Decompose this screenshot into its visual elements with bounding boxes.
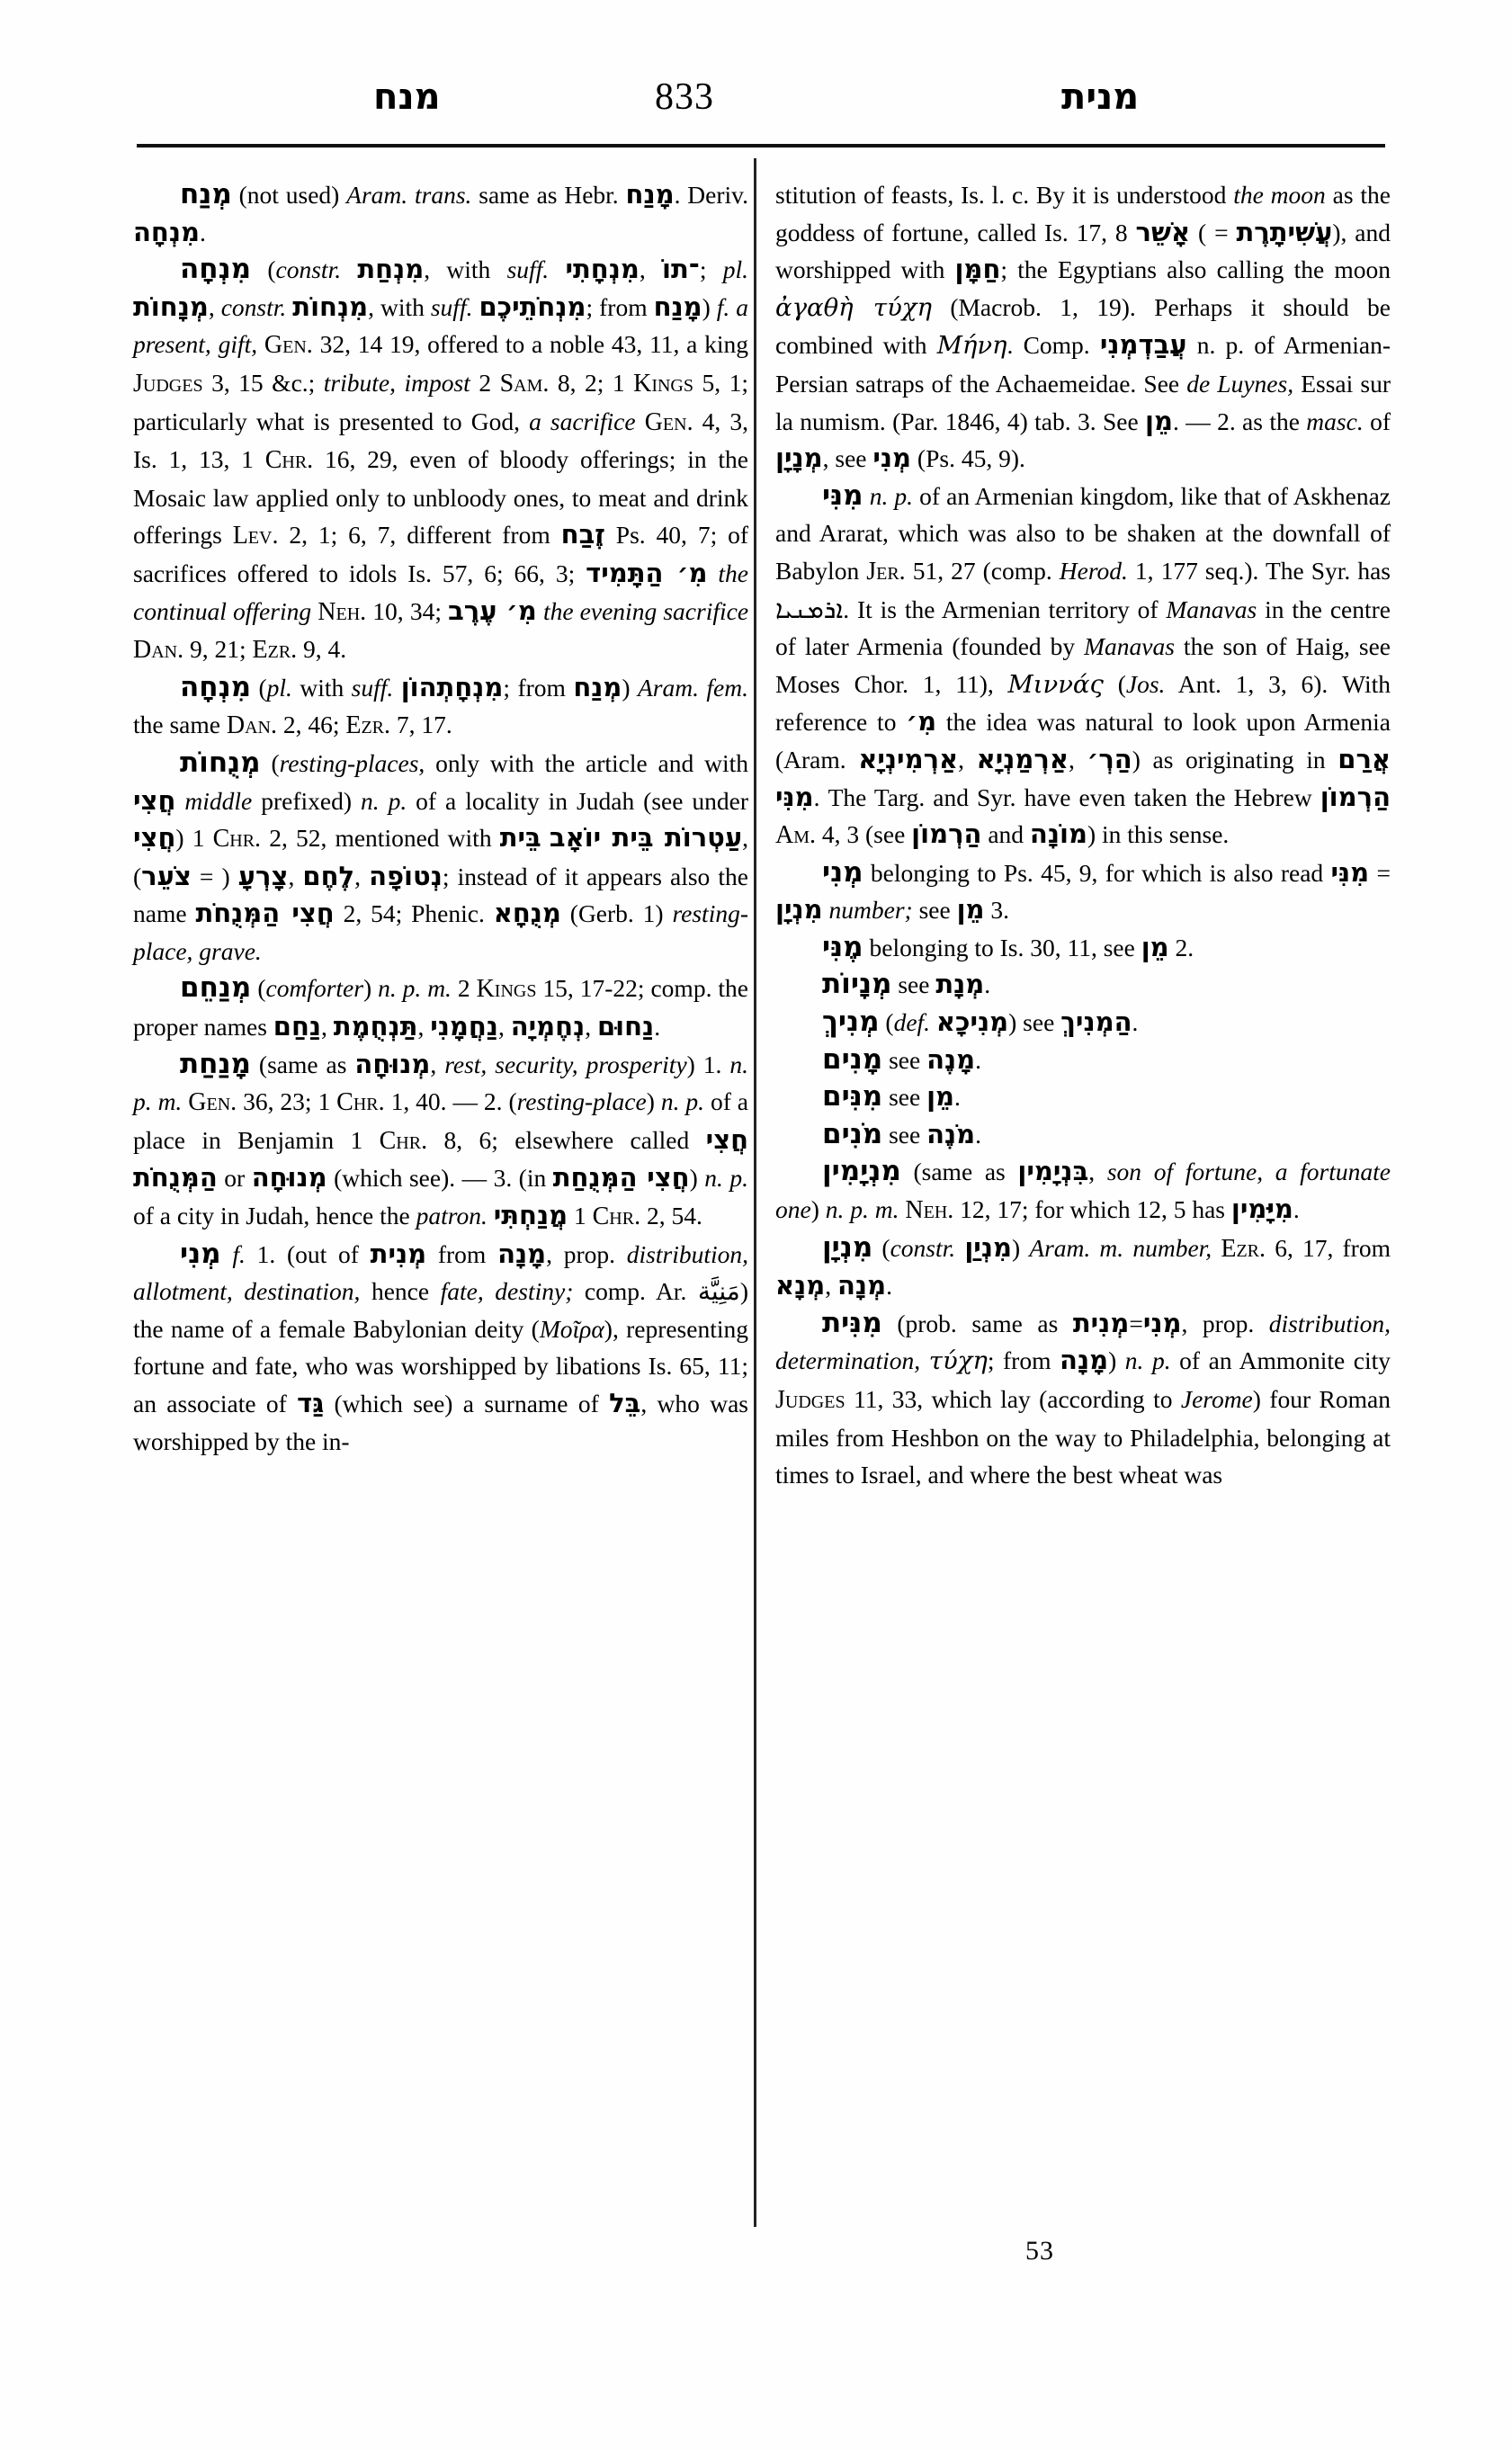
entry-menni-is: מֶנִּי belonging to Is. 30, 11, see מֵן 2.	[822, 930, 1194, 963]
left-column	[133, 176, 748, 1460]
header-rule	[137, 144, 1385, 148]
entry-menachem: מְנַחֵם (comforter) n. p. m. 2 Kings 15, 17-22; comp. the proper names נַחַם, תַּנְחֻמֶת, נַחֲמָנִי, נְחֶמְיָה, נַחוּם.	[133, 971, 748, 1042]
entry-minnit: מִנִּית (prob. same as מְנִית=מְנִי, prop. distribution, determination, τύχη; from מָנָה) n. p. of an Ammonite city Judges 11, 33, which lay (according to Jerome) four Roman miles from Heshbon on the way to Philadelphia, belonging at times to Israel, and where the best wheat was	[775, 1306, 1391, 1489]
entry-minchah-aram: מִנְחָה (pl. with suff. מִנְחָתְהוֹן; from מְנַח) Aram. fem. the same Dan. 2, 46; Ezr. 7, 17.	[133, 670, 748, 740]
entry-menach: מְנַח (not used) Aram. trans. same as Hebr. מָנַח. Deriv. מִנְחָה.	[133, 178, 749, 247]
entry-minnim: מִנִּים see מֵן.	[822, 1080, 961, 1113]
entry-meniq: מְנִיךְ (def. מְנִיכָא) see הַמְנִיךְ.	[822, 1006, 1139, 1039]
entry-meni-ps: מְנִי belonging to Ps. 45, 9, for which is also read מִנִּי = מִנְיָן number; see מֵן 3.	[775, 855, 1391, 925]
entry-manachat: מָנַחַת (same as מְנוּחָה, rest, security, prosperity) 1. n. p. m. Gen. 36, 23; 1 Chr. 1, 40. — 2. (resting-place) n. p. of a place in Benjamin 1 Chr. 8, 6; elsewhere called חֲצִי הַמְּנֻחֹת or מְנוּחָה (which see). — 3. (in חֲצִי הַמְּנֻחַת) n. p. of a city in Judah, hence the patron. מֲנַחְתִּי 1 Chr. 2, 54.	[133, 1047, 748, 1231]
header-hebrew-left: מנח	[373, 76, 441, 118]
entry-menuchot: מְנֻחוֹת (resting-places, only with the article and with חֲצִי middle prefixed) n. p. of a locality in Judah (see under חֲצִי) 1 Chr. 2, 52, mentioned with בֵּית עַטְרוֹת בֵּית יוֹאָב, (צֹעֵר = ) צָרְעָ, לֶחֶם, נְטוֹפָה; instead of it appears also the name חֲצִי הַמְּנֻחֹת 2, 54; Phenic. מְנֻחָא (Gerb. 1) resting-place, grave.	[133, 746, 749, 965]
entry-minyan: מִנְיָן (constr. מִנְיַן) Aram. m. number, Ezr. 6, 17, from מְנָא, מְנָה.	[775, 1230, 1391, 1301]
right-column	[775, 176, 1391, 1494]
entry-monim: מֹנִים see מֹנֶה.	[822, 1117, 982, 1150]
header-hebrew-right: מנית	[1061, 76, 1140, 118]
entry-minyamin: מִנְיָמִין (same as בִּנְיָמִין, son of fortune, a fortunate one) n. p. m. Neh. 12, 17; for which 12, 5 has מִיָּמִין.	[775, 1155, 1391, 1225]
column-divider	[754, 158, 756, 2227]
entry-meni-continuation: stitution of feasts, Is. l. c. By it is understood the moon as the goddess of fortune, called Is. 17, 8 אָשֵׁר ( = עֲשִׁיתָרֶת), and worshipped with חַמָּן; the Egyptians also calling the moon ἀγαθὴ τύχη (Macrob. 1, 19). Perhaps it should be combined with Μήνη. Comp. עֲבַדְמְנִי n. p. of Armenian-Persian satraps of the Achaemeidae. See de Luynes, Essai sur la numism. (Par. 1846, 4) tab. 3. See מֵן. — 2. as the masc. of מְנָיָן, see מְנִי (Ps. 45, 9).	[775, 181, 1391, 474]
entry-meni: מְנִי f. 1. (out of מְנִית from מָנָה, prop. distribution, allotment, destination, hence fate, destiny; comp. Ar. مَنِيَّة) the name of a female Babylonian deity (Μοῖρα), representing fortune and fate, who was worshipped by libations Is. 65, 11; an associate of גַּד (which see) a surname of בֵּל, who was worshipped by the in-	[133, 1237, 748, 1455]
page-number: 833	[655, 76, 714, 118]
running-header	[135, 70, 1385, 133]
entry-meniyot: מְנָיוֹת see מְנָת.	[822, 968, 991, 1001]
entry-minni: מִנִּי n. p. of an Armenian kingdom, like that of Askhenaz and Ararat, which was also to be shaken at the downfall of Babylon Jer. 51, 27 (comp. Herod. 1, 177 seq.). The Syr. has ܐܪܡܢܝܐ. It is the Armenian territory of Manavas in the centre of later Armenia (founded by Manavas the son of Haig, see Moses Chor. 1, 11), Μιννάς (Jos. Ant. 1, 3, 6). With reference to מִ׳ the idea was natural to look upon Armenia (Aram. אַרְמִינְיָא, אַרְמַנְיָא, הַרְ׳) as originating in אֲרַם מִנִּי. The Targ. and Syr. have even taken the Hebrew הַרְמוֹן Am. 4, 3 (see הַרְמוֹן and מוֹנָה) in this sense.	[775, 478, 1391, 850]
signature-mark: 53	[1025, 2236, 1054, 2266]
entry-minchah: מִנְחָה (constr. מִנְחַת, with suff. מִנְחָתִי, ־תוֹ; pl. מְנָחוֹת, constr. מִנְחוֹת, with suff. מִנְחֹתֵיכֶם; from מָנַח) f. a present, gift, Gen. 32, 14 19, offered to a noble 43, 11, a king Judges 3, 15 &c.; tribute, impost 2 Sam. 8, 2; 1 Kings 5, 1; particularly what is presented to God, a sacrifice Gen. 4, 3, Is. 1, 13, 1 Chr. 16, 29, even of bloody offerings; in the Mosaic law applied only to unbloody ones, to meat and drink offerings Lev. 2, 1; 6, 7, different from זֶבַח Ps. 40, 7; of sacrifices offered to idols Is. 57, 6; 66, 3; מִ׳ הַתָּמִיד the continual offering Neh. 10, 34; מִ׳ עֶרֶב the evening sacrifice Dan. 9, 21; Ezr. 9, 4.	[133, 253, 749, 665]
entry-manim: מָנִים see מָנֶה.	[822, 1042, 982, 1076]
